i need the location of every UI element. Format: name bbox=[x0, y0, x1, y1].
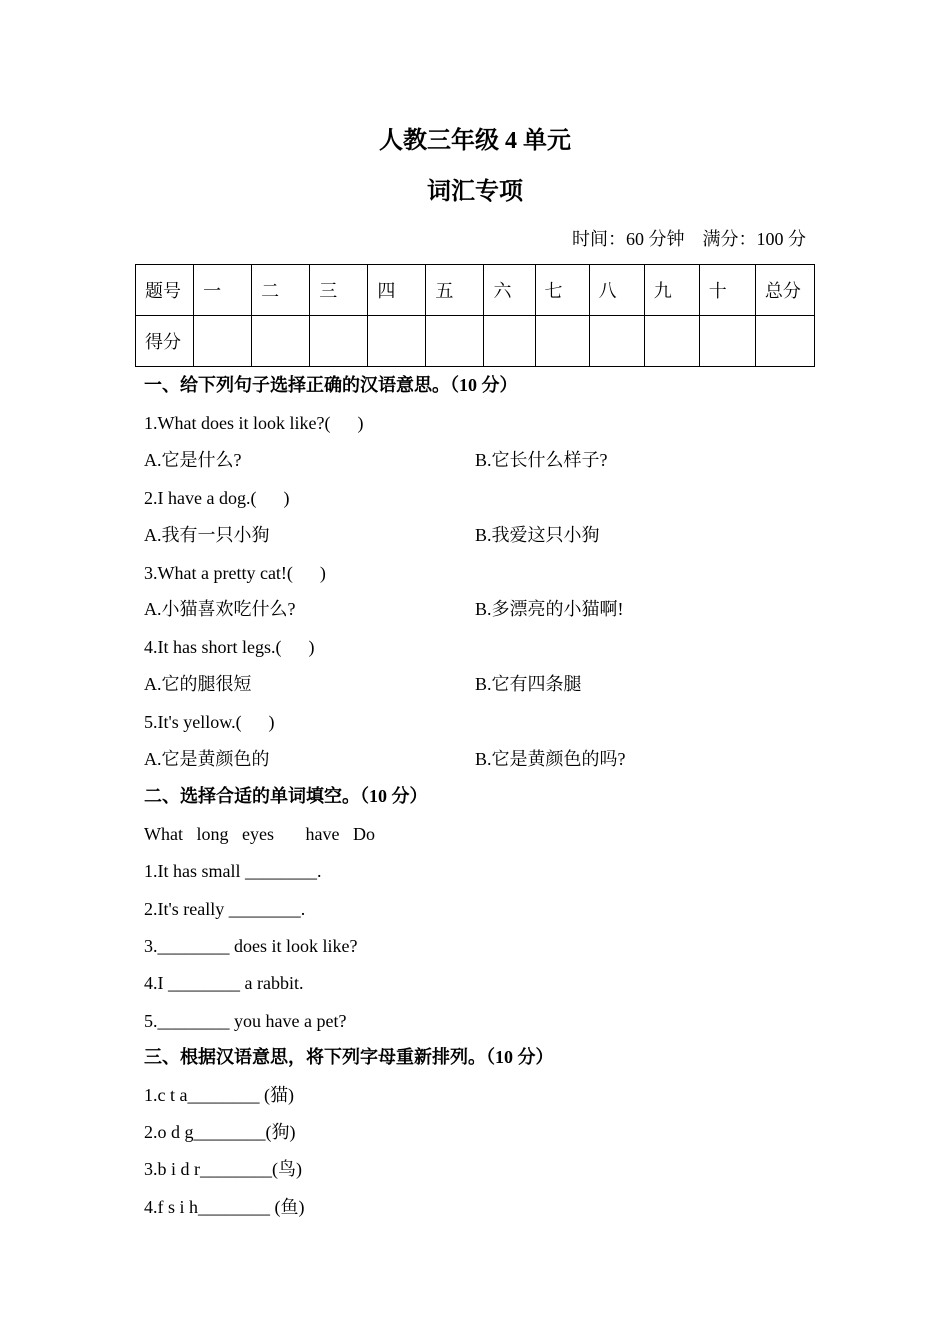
score-cell bbox=[194, 316, 252, 367]
question-text: 2.It's really ________. bbox=[144, 899, 306, 919]
option-b: B.它长什么样子? bbox=[475, 450, 608, 470]
score-table-header-row bbox=[136, 265, 815, 316]
option-b: B.我爱这只小狗 bbox=[475, 525, 600, 545]
table-cell: 七 bbox=[535, 265, 589, 316]
word-bank: What long eyes have Do bbox=[144, 824, 375, 844]
score-cell bbox=[310, 316, 368, 367]
score-cell bbox=[252, 316, 310, 367]
score-table bbox=[135, 264, 815, 367]
question-text: 2.o d g________(狗) bbox=[144, 1122, 296, 1142]
question-text: 4.f s i h________ (鱼) bbox=[144, 1197, 305, 1217]
question-text: 3.________ does it look like? bbox=[144, 936, 358, 956]
table-cell: 得分 bbox=[136, 316, 194, 367]
table-cell: 八 bbox=[589, 265, 644, 316]
score-cell bbox=[368, 316, 426, 367]
table-cell: 六 bbox=[484, 265, 535, 316]
table-cell: 一 bbox=[194, 265, 252, 316]
section-3-heading: 三、根据汉语意思，将下列字母重新排列。（10 分） bbox=[144, 1047, 554, 1067]
score-cell bbox=[535, 316, 589, 367]
question-text: 2.I have a dog.( ) bbox=[144, 488, 290, 508]
score-cell bbox=[589, 316, 644, 367]
option-b: B.多漂亮的小猫啊! bbox=[475, 599, 624, 619]
table-cell: 二 bbox=[252, 265, 310, 316]
table-cell: 五 bbox=[426, 265, 484, 316]
question-text: 1.What does it look like?( ) bbox=[144, 413, 364, 433]
question-text: 1.It has small ________. bbox=[144, 861, 322, 881]
question-text: 4.I ________ a rabbit. bbox=[144, 973, 304, 993]
score-cell bbox=[426, 316, 484, 367]
score-cell bbox=[484, 316, 535, 367]
option-b: B.它是黄颜色的吗? bbox=[475, 749, 626, 769]
option-a: A.小猫喜欢吃什么? bbox=[144, 599, 296, 619]
question-text: 1.c t a________ (猫) bbox=[144, 1085, 294, 1105]
page-title: 人教三年级 4 单元 bbox=[379, 128, 571, 154]
question-text: 4.It has short legs.( ) bbox=[144, 637, 315, 657]
option-a: A.它的腿很短 bbox=[144, 674, 252, 694]
table-cell: 总分 bbox=[755, 265, 814, 316]
section-1-heading: 一、给下列句子选择正确的汉语意思。（10 分） bbox=[144, 375, 518, 395]
option-a: A.我有一只小狗 bbox=[144, 525, 270, 545]
question-text: 5.________ you have a pet? bbox=[144, 1011, 347, 1031]
table-cell: 九 bbox=[644, 265, 699, 316]
table-cell: 四 bbox=[368, 265, 426, 316]
question-text: 3.What a pretty cat!( ) bbox=[144, 563, 326, 583]
section-2-heading: 二、选择合适的单词填空。（10 分） bbox=[144, 786, 428, 806]
question-text: 3.b i d r________(鸟) bbox=[144, 1159, 302, 1179]
option-b: B.它有四条腿 bbox=[475, 674, 582, 694]
option-a: A.它是什么? bbox=[144, 450, 242, 470]
question-text: 5.It's yellow.( ) bbox=[144, 712, 275, 732]
table-cell: 三 bbox=[310, 265, 368, 316]
score-cell bbox=[755, 316, 814, 367]
score-cell bbox=[699, 316, 755, 367]
table-cell: 十 bbox=[699, 265, 755, 316]
score-cell bbox=[644, 316, 699, 367]
time-score-info: 时间：60 分钟 满分：100 分 bbox=[572, 229, 806, 249]
score-table-score-row bbox=[136, 316, 815, 367]
option-a: A.它是黄颜色的 bbox=[144, 749, 270, 769]
table-cell: 题号 bbox=[136, 265, 194, 316]
page-subtitle: 词汇专项 bbox=[427, 179, 523, 205]
